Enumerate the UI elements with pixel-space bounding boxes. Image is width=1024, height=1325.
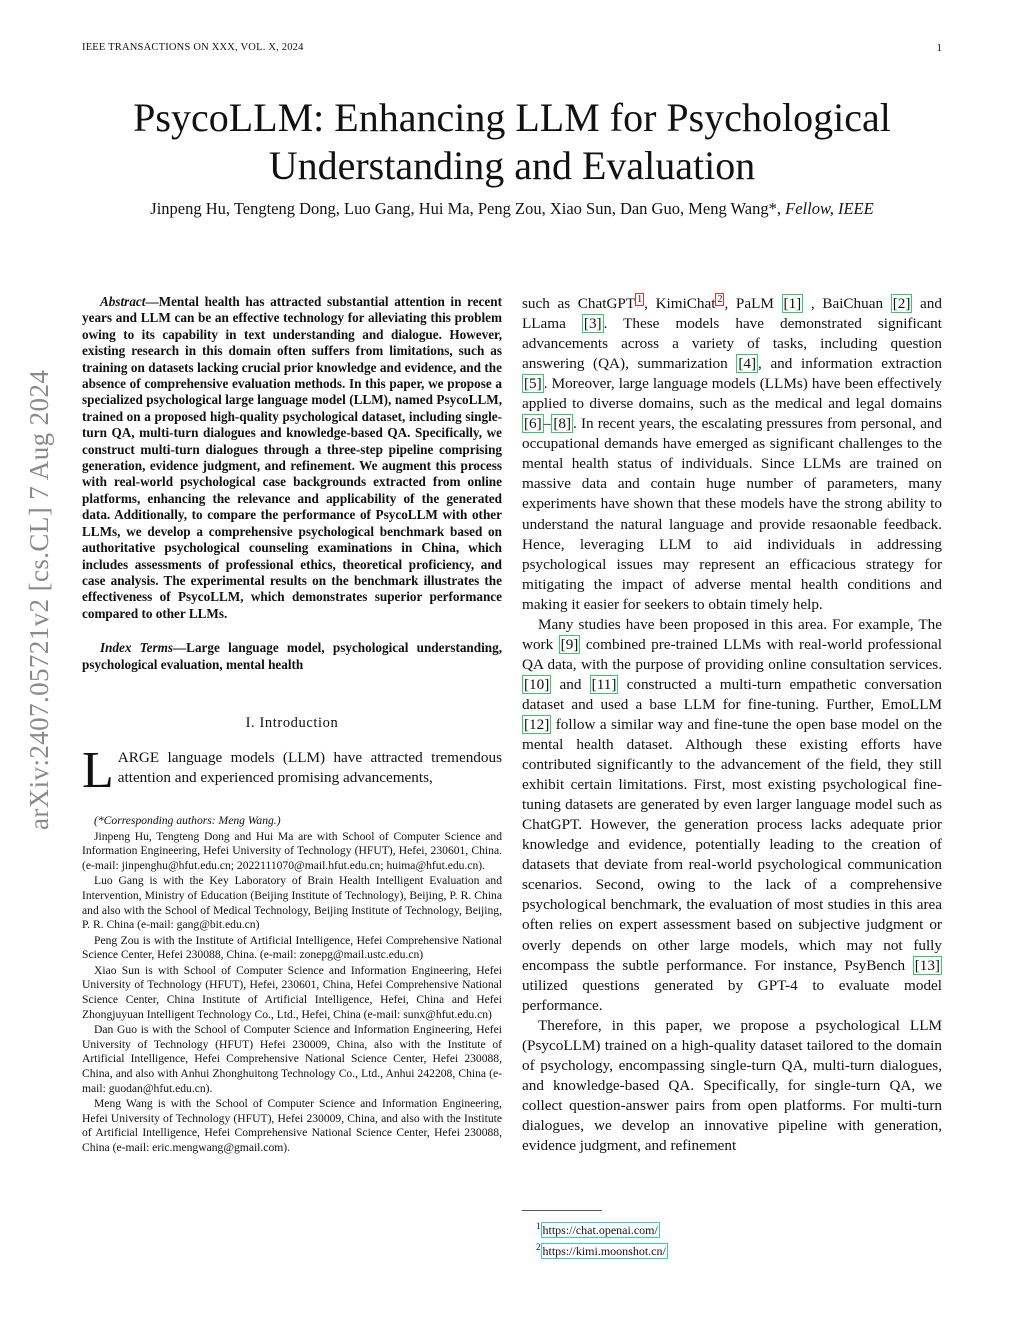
citation-link[interactable]: [9]: [560, 635, 579, 653]
citation-link[interactable]: [1]: [783, 295, 802, 312]
text-run: . Moreover, large language models (LLMs) have been effectively applied to diverse domains, such as the medical and legal domains: [522, 375, 942, 413]
left-column: [82, 294, 502, 1157]
text-run: , PaLM: [724, 295, 782, 312]
url-footnotes: [536, 1218, 668, 1260]
footnote-divider: [522, 1210, 602, 1211]
abstract-text: —Mental health has attracted substantial attention in recent years and LLM can be an effective technology for alleviating this problem owing to its capability in text understanding and dialogue. However, existing research in this domain often suffers from limitations, such as training on datasets lacking crucial prior knowledge and evidence, and the absence of comprehensive evaluation methods. In this paper, we propose a specialized psychological large language model (LLM), named PsycoLLM, trained on a proposed high-quality psychological dataset, including single-turn QA, multi-turn dialogues and knowledge-based QA. Specifically, we construct multi-turn dialogues through a three-step pipeline comprising generation, evidence judgment, and refinement. We augment this process with real-world psychological case backgrounds extracted from online platforms, enhancing the relevance and applicability of the generated data. Additionally, to compare the performance of PsycoLLM with other LLMs, we develop a comprehensive psychological benchmark based on authoritative psychological counseling examinations in China, which includes assessments of professional ethics, theoretical proficiency, and case analysis. The experimental results on the benchmark illustrates the effectiveness of PsycoLLM, which demonstrates superior performance compared to other LLMs.: [82, 294, 502, 621]
citation-link[interactable]: [5]: [524, 375, 542, 393]
intro-lead-text: ARGE language models (LLM) have attracted tremendous attention and experienced promising advancements,: [117, 748, 502, 786]
citation-link[interactable]: [8]: [553, 415, 572, 433]
title-line-2: Understanding and Evaluation: [268, 143, 756, 188]
right-column: [522, 294, 942, 1156]
author-list: [60, 199, 964, 219]
text-run: follow a similar way and fine-tune the open base model on the mental health dataset. Although these existing efforts have contributed significantly to the advancement of the field, they still exhibit certain limitations. First, most existing psychological fine-tuning datasets are generated by even larger language model such as ChatGPT. However, the generation process lacks adequate prior knowledge and evidence, potentially leading to the creation of datasets that deviate from real-world psychological communication scenarios. Second, owing to the lack of a comprehensive psychological benchmark, the evaluation of most studies in this area often relies on expert assessment based on subjective judgment or overly depends on other large models, which may not fully encompass the subtle performance. For instance, PsyBench: [522, 715, 942, 974]
citation-link[interactable]: [10]: [524, 675, 550, 693]
text-run: , BaiChuan: [803, 295, 891, 312]
citation-link[interactable]: [13]: [914, 956, 940, 974]
chatgpt-url-link[interactable]: https://chat.openai.com/: [542, 1223, 658, 1237]
body-paragraph-2: [522, 615, 942, 1016]
section-heading-introduction: I. Introduction: [245, 714, 339, 731]
text-run: constructed a multi-turn empathetic conversation dataset and used a base LLM for fine-tuning. Further, EmoLLM: [522, 675, 942, 713]
intro-paragraph: [82, 741, 502, 799]
text-run: –: [543, 415, 552, 433]
index-terms-label: Index Terms: [100, 640, 173, 656]
text-run: , KimiChat: [644, 295, 716, 312]
citation-link[interactable]: [2]: [892, 295, 911, 312]
affiliation-note: Jinpeng Hu, Tengteng Dong and Hui Ma are with School of Computer Science and Information Engineering, Hefei University of Technology (HFUT), Hefei, 230601, China. (e-mail: jinpenghu@hfut.edu.cn; 2022111070@mail.hfut.edu.cn; huima@hfut.edu.cn).: [82, 829, 502, 872]
url-footnote-1: [536, 1218, 668, 1239]
author-suffix: Fellow, IEEE: [785, 199, 874, 218]
affiliation-footnotes: [82, 814, 502, 1156]
text-run: . In recent years, the escalating pressures from personal, and occupational demands have emerged as significant challenges to the mental health status of individuals. Since LLMs are trained on massive data and contain huge number of parameters, many experiments have shown that these models have the strong ability to understand the natural language and provide resaonable feedback. Hence, leveraging LLM to aid individuals in addressing psychological issues may represent an efficacious strategy for mitigating the impact of adverse mental health conditions and making it easier for seekers to obtain timely help.: [522, 415, 942, 613]
footnote-number: 2: [536, 1242, 541, 1252]
text-run: . These models have demonstrated significant advancements across a variety of tasks, including question answering (QA), summarization: [522, 315, 942, 373]
body-paragraph-3: Therefore, in this paper, we propose a psychological LLM (PsycoLLM) trained on a high-quality dataset tailored to the domain of psychology, encompassing single-turn QA, multi-turn dialogues, and knowledge-based QA. Specifically, for single-turn QA, we collect question-answer pairs from open platforms. For multi-turn dialogues, we develop an innovative pipeline with generation, evidence judgment, and refinement: [522, 1016, 942, 1154]
text-run: Many studies have been proposed in this area. For example, The work: [522, 615, 942, 653]
paper-title: [82, 94, 942, 190]
arxiv-sidebar-stamp[interactable]: arXiv:2407.05721v2 [cs.CL] 7 Aug 2024: [24, 369, 54, 831]
affiliation-note: Xiao Sun is with School of Computer Science and Information Engineering, Hefei University of Technology (HFUT), Hefei, 230601, China, Hefei Comprehensive National Science Center, China Institute of Artificial Intelligence, Hefei, China and Hefei Zhongjuyuan Intelligent Technology Co., Ltd., Hefei, China (e-mail: sunx@hfut.edu.cn): [82, 963, 502, 1021]
footnote-link-1[interactable]: 1: [637, 293, 643, 305]
text-run: combined pre-trained LLMs with real-world professional QA data, with the purpose of providing online consultation services.: [522, 635, 942, 673]
affiliation-note: Peng Zou is with the Institute of Artificial Intelligence, Hefei Comprehensive National Science Center, Hefei 230088, China. (e-mail: zonepg@mail.ustc.edu.cn): [82, 933, 502, 962]
title-line-1: PsycoLLM: Enhancing LLM for Psychological: [133, 95, 891, 140]
journal-header: IEEE TRANSACTIONS ON XXX, VOL. X, 2024: [82, 42, 304, 53]
index-terms: [82, 640, 502, 673]
text-run: and: [551, 675, 590, 693]
abstract: [82, 294, 502, 622]
abstract-label: Abstract: [100, 294, 146, 309]
drop-cap: L: [82, 741, 114, 799]
affiliation-note: Luo Gang is with the Key Laboratory of Brain Health Intelligent Evaluation and Intervention, Ministry of Education (Beijing Institute of Technology), Beijing, P. R. China and also with the School of Medical Technology, Beijing Institute of Technology, Beijing, P. R. China (e-mail: gang@bit.edu.cn): [82, 874, 502, 932]
footnote-link-2[interactable]: 2: [717, 293, 723, 305]
citation-link[interactable]: [4]: [738, 355, 757, 373]
url-footnote-2: [536, 1239, 668, 1260]
text-run: such as ChatGPT: [522, 295, 636, 312]
page-number: 1: [936, 42, 942, 54]
citation-link[interactable]: [6]: [524, 415, 542, 433]
index-terms-text: —Large language model, psychological understanding, psychological evaluation, mental health: [82, 640, 502, 672]
text-run: utilized questions generated by GPT-4 to evaluate model performance.: [522, 976, 942, 1014]
text-run: , and information extraction: [758, 355, 942, 373]
footnote-number: 1: [536, 1221, 541, 1231]
citation-link[interactable]: [3]: [583, 315, 602, 333]
body-paragraph-1: [522, 294, 942, 615]
author-names: Jinpeng Hu, Tengteng Dong, Luo Gang, Hui Ma, Peng Zou, Xiao Sun, Dan Guo, Meng Wang*,: [150, 199, 786, 218]
text-run: and LLama: [522, 295, 942, 333]
citation-link[interactable]: [12]: [524, 715, 550, 733]
citation-link[interactable]: [11]: [591, 675, 617, 693]
corresponding-author-note: (*Corresponding authors: Meng Wang.): [94, 813, 281, 827]
affiliation-note: Dan Guo is with the School of Computer Science and Information Engineering, Hefei University of Technology (HFUT) Hefei 230009, China, also with the Institute of Artificial Intelligence, Hefei Comprehensive National Science Center, Hefei 230088, China, and also with Anhui Zhonghuitong Technology Co., Ltd., Anhui 242208, China (e-mail: guodan@hfut.edu.cn).: [82, 1023, 502, 1095]
kimi-url-link[interactable]: https://kimi.moonshot.cn/: [542, 1244, 666, 1258]
affiliation-note: Meng Wang is with the School of Computer Science and Information Engineering, Hefei University of Technology (HFUT), Hefei 230009, China, and also with the Institute of Artificial Intelligence, Hefei Comprehensive National Science Center, Hefei 230088, China (e-mail: eric.mengwang@gmail.com).: [82, 1097, 502, 1154]
